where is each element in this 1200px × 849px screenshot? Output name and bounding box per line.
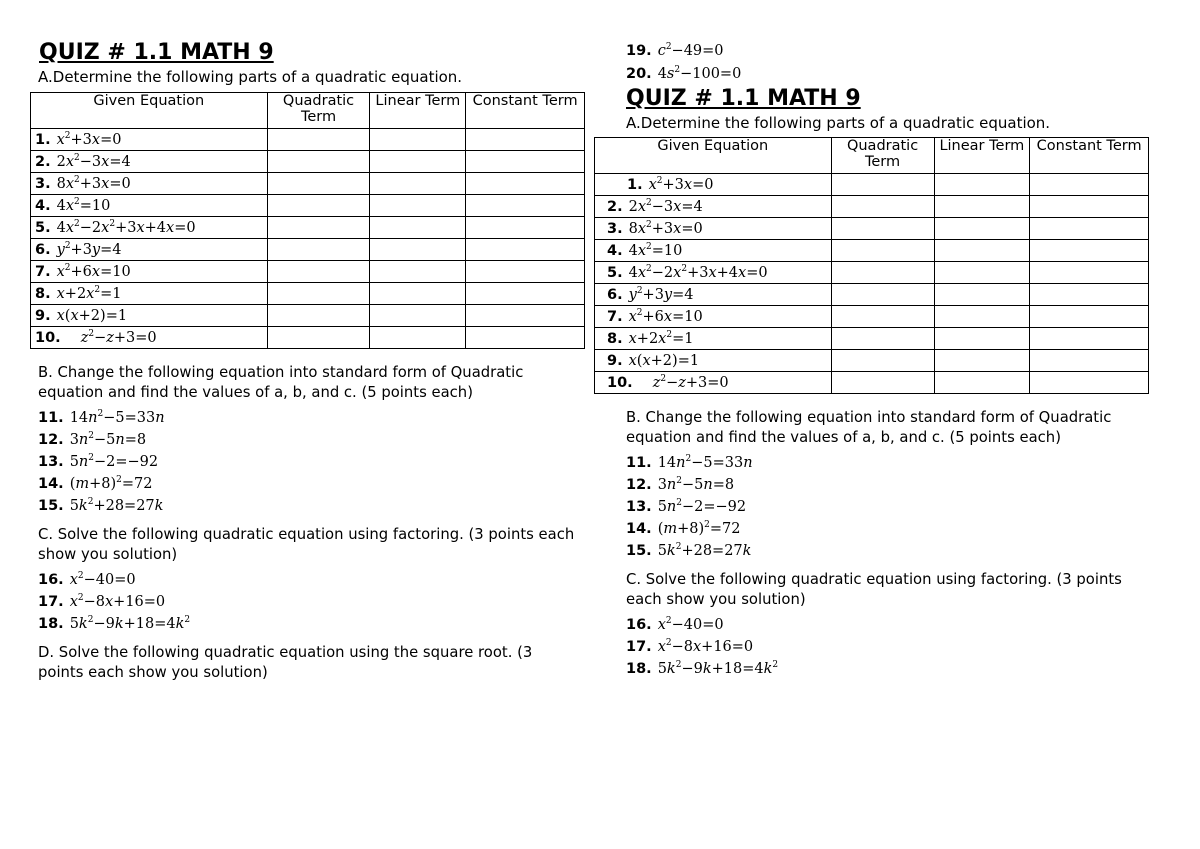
row-number: 5. (607, 264, 623, 281)
header-constant: Constant Term (466, 93, 585, 129)
section-b-instruction: B. Change the following equation into standard form of Quadratic equation and find the values of a, b, and c. (5 points each) (38, 364, 524, 401)
equation: $x+2x^2=1$ (628, 329, 694, 347)
table-row (595, 328, 1149, 350)
list-item: 19. $c^2-49=0$ (626, 42, 724, 59)
row-number: 3. (35, 175, 51, 192)
list-item: 16. $x^2-40=0$ (626, 616, 724, 633)
equation: $8x^2+3x=0$ (628, 219, 703, 237)
table-row (595, 262, 1149, 284)
table-row (595, 174, 1149, 196)
header-quadratic: Quadratic Term (267, 93, 370, 129)
table-row (31, 327, 585, 349)
quiz-title: QUIZ # 1.1 MATH 9 (39, 40, 274, 65)
list-item: 14. $(m+8)^2=72$ (38, 475, 153, 492)
header-linear: Linear Term (934, 138, 1030, 174)
row-number: 3. (607, 220, 623, 237)
quiz-left (30, 40, 586, 682)
row-number: 7. (35, 263, 51, 280)
row-number: 2. (607, 198, 623, 215)
parts-table (30, 92, 585, 349)
table-row (595, 284, 1149, 306)
row-number: 8. (35, 285, 51, 302)
row-number: 1. (35, 131, 51, 148)
list-item: 11. $14n^2-5=33n$ (626, 454, 753, 471)
section-c-instruction: C. Solve the following quadratic equation using factoring. (3 points each show you solution) (626, 571, 1122, 608)
section-d-instruction: D. Solve the following quadratic equation using the square root. (3 points each show you solution) (38, 644, 533, 681)
equation: x(x+2)=1 (628, 352, 700, 369)
equation: $4x^2-2x^2+3x+4x=0$ (628, 263, 768, 281)
list-item: 15. $5k^2+28=27k$ (38, 497, 164, 514)
list-item: 15. $5k^2+28=27k$ (626, 542, 752, 559)
header-quadratic: Quadratic Term (831, 138, 934, 174)
table-row (595, 196, 1149, 218)
section-a-instruction: A.Determine the following parts of a quadratic equation. (38, 68, 463, 86)
list-item: 20. $4s^2-100=0$ (626, 65, 742, 82)
table-row (31, 239, 585, 261)
list-item: 14. $(m+8)^2=72$ (626, 520, 741, 537)
equation: $x+2x^2=1$ (56, 284, 122, 302)
parts-table (594, 137, 1149, 394)
list-item: 18. $5k^2-9k+18=4k^2$ (38, 615, 191, 632)
table-header-row (595, 138, 1149, 174)
table-row (595, 218, 1149, 240)
equation: $x^2+6x=10$ (56, 262, 131, 280)
row-number: 8. (607, 330, 623, 347)
table-row (31, 151, 585, 173)
section-c-instruction: C. Solve the following quadratic equation using factoring. (3 points each show you solution) (38, 526, 575, 563)
header-given: Given Equation (31, 93, 268, 129)
equation: $4x^2=10$ (628, 241, 683, 259)
row-number: 9. (607, 352, 623, 369)
table-row (31, 217, 585, 239)
header-given: Given Equation (595, 138, 832, 174)
equation: $8x^2+3x=0$ (56, 174, 131, 192)
row-number: 1. (627, 176, 643, 193)
table-row (31, 195, 585, 217)
list-item: 17. $x^2-8x+16=0$ (38, 593, 166, 610)
table-row (595, 306, 1149, 328)
row-number: 4. (35, 197, 51, 214)
section-b-list (626, 452, 1150, 562)
row-number: 10. (607, 374, 633, 391)
list-item: 13. $5n^2-2=-92$ (626, 498, 747, 515)
row-number: 6. (607, 286, 623, 303)
row-number: 5. (35, 219, 51, 236)
table-row (595, 350, 1149, 372)
table-row (31, 173, 585, 195)
table-row (31, 283, 585, 305)
section-c-list (626, 614, 1150, 680)
section-b-instruction: B. Change the following equation into standard form of Quadratic equation and find the values of a, b, and c. (5 points each) (626, 409, 1112, 446)
equation: $x^2+6x=10$ (628, 307, 703, 325)
equation: $2x^2-3x=4$ (628, 197, 703, 215)
equation: $x^2+3x=0$ (56, 130, 122, 148)
equation: $4x^2-2x^2+3x+4x=0$ (56, 218, 196, 236)
equation: $2x^2-3x=4$ (56, 152, 131, 170)
list-item: 13. $5n^2-2=-92$ (38, 453, 159, 470)
table-row (31, 261, 585, 283)
table-row (595, 372, 1149, 394)
section-b-list (38, 407, 586, 517)
header-linear: Linear Term (370, 93, 466, 129)
section-d-list (626, 40, 741, 86)
quiz-title: QUIZ # 1.1 MATH 9 (626, 86, 861, 111)
quiz-right (594, 86, 1150, 680)
list-item: 11. $14n^2-5=33n$ (38, 409, 165, 426)
table-header-row (31, 93, 585, 129)
equation: x(x+2)=1 (56, 307, 128, 324)
list-item: 12. $3n^2-5n=8$ (626, 476, 735, 493)
list-item: 18. $5k^2-9k+18=4k^2$ (626, 660, 779, 677)
row-number: 7. (607, 308, 623, 325)
list-item: 17. $x^2-8x+16=0$ (626, 638, 754, 655)
row-number: 6. (35, 241, 51, 258)
table-row (31, 305, 585, 327)
header-constant: Constant Term (1030, 138, 1149, 174)
equation: $x^2+3x=0$ (648, 175, 714, 193)
row-number: 10. (35, 329, 61, 346)
table-row (31, 129, 585, 151)
list-item: 16. $x^2-40=0$ (38, 571, 136, 588)
equation: $y^2+3y=4$ (628, 285, 694, 303)
table-row (595, 240, 1149, 262)
row-number: 4. (607, 242, 623, 259)
section-c-list (38, 569, 586, 635)
list-item: 12. $3n^2-5n=8$ (38, 431, 147, 448)
equation: $4x^2=10$ (56, 196, 111, 214)
row-number: 9. (35, 307, 51, 324)
row-number: 2. (35, 153, 51, 170)
equation: $y^2+3y=4$ (56, 240, 122, 258)
equation: $z^2-z+3=0$ (80, 328, 157, 346)
equation: $z^2-z+3=0$ (652, 373, 729, 391)
section-a-instruction: A.Determine the following parts of a quadratic equation. (626, 114, 1051, 132)
